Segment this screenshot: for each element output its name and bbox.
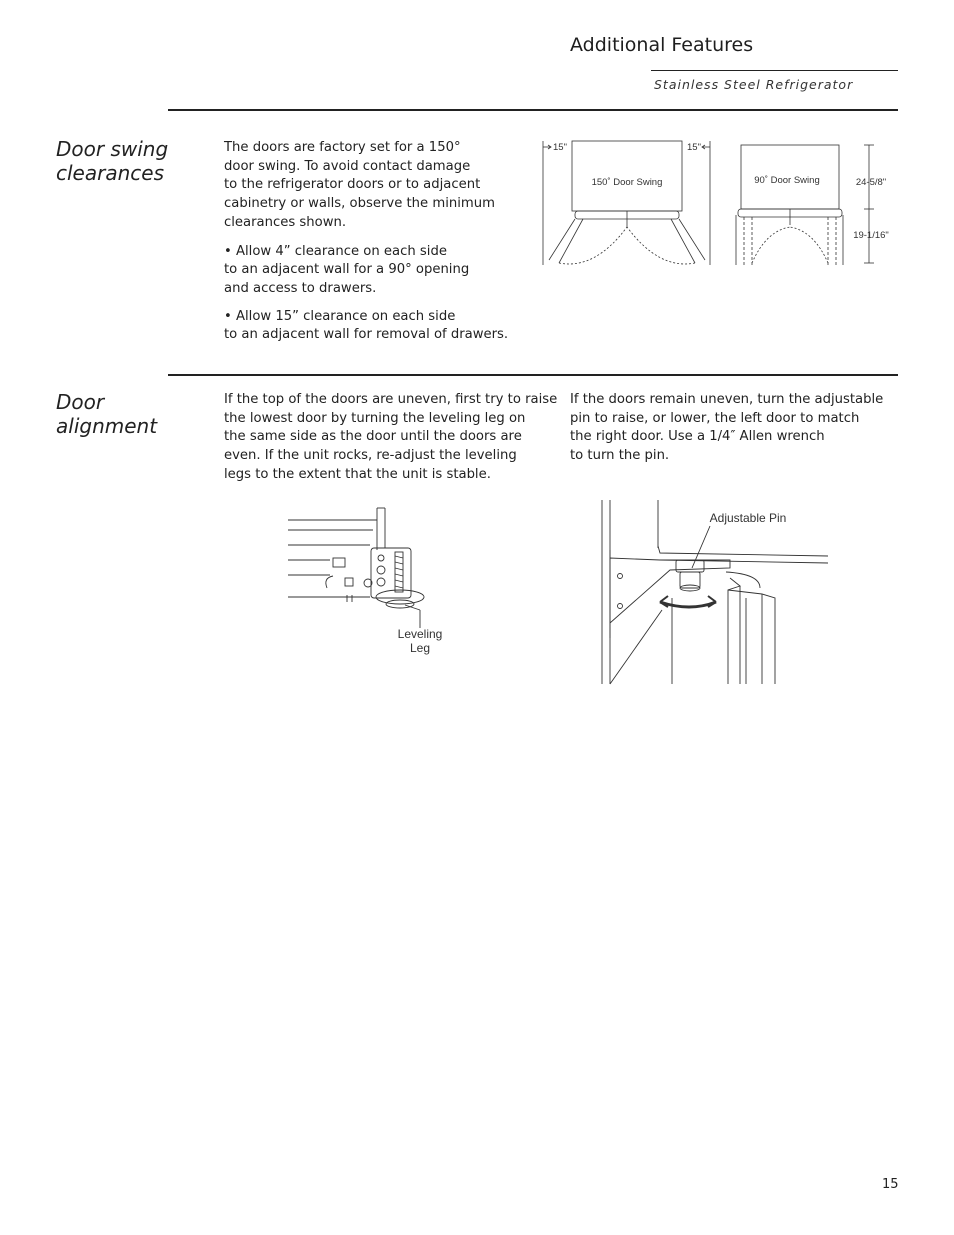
page-header-subtitle: Stainless Steel Refrigerator — [654, 77, 854, 92]
leveling-leg-label-2: Leg — [409, 641, 431, 655]
adjustable-pin-illustration — [600, 498, 832, 686]
page-number: 15 — [882, 1177, 899, 1192]
door-alignment-text-1: If the top of the doors are uneven, first try to raise the lowest door by turning the leveling leg on the same side as the door until the doors are even. If the unit rocks, re-adjust the leveling legs to the extent that the unit is stable. — [224, 392, 558, 482]
door-swing-90-diagram — [730, 135, 900, 270]
door-swing-150-diagram — [535, 135, 720, 270]
leveling-leg-illustration — [285, 500, 460, 665]
header-rule — [651, 70, 898, 71]
door-swing-text — [224, 139, 544, 345]
section-divider-top — [168, 109, 898, 111]
right-clearance-label: 15" — [687, 142, 701, 153]
leveling-leg-label-1: Leveling — [397, 627, 443, 641]
adjustable-pin-label: Adjustable Pin — [709, 511, 787, 525]
door-swing-bullet-2: • Allow 15” clearance on each side to an adjacent wall for removal of drawers. — [224, 308, 509, 343]
door-alignment-col1 — [224, 391, 559, 485]
section-divider-middle — [168, 374, 898, 376]
door-swing-heading: Door swing clearances — [56, 137, 169, 185]
left-clearance-label: 15" — [553, 142, 567, 153]
door-swing-intro: The doors are factory set for a 150° door swing. To avoid contact damage to the refrigerator doors or to adjacent cabinetry or walls, observe the minimum clearances shown. — [224, 140, 495, 230]
dim-upper-label: 24-5/8" — [855, 177, 887, 188]
swing-90-label: 90˚ Door Swing — [754, 175, 820, 186]
door-alignment-text-2: If the doors remain uneven, turn the adjustable pin to raise, or lower, the left door to match the right door. Use a 1/4″ Allen wrench to turn the pin. — [570, 392, 884, 464]
door-swing-bullet-1: • Allow 4” clearance on each side to an adjacent wall for a 90° opening and access to drawers. — [224, 243, 470, 296]
page-header-title: Additional Features — [570, 34, 754, 56]
dim-lower-label: 19-1/16" — [853, 230, 889, 241]
door-alignment-heading: Door alignment — [56, 390, 158, 438]
door-alignment-col2 — [570, 391, 900, 466]
swing-150-label: 150˚ Door Swing — [591, 177, 663, 188]
